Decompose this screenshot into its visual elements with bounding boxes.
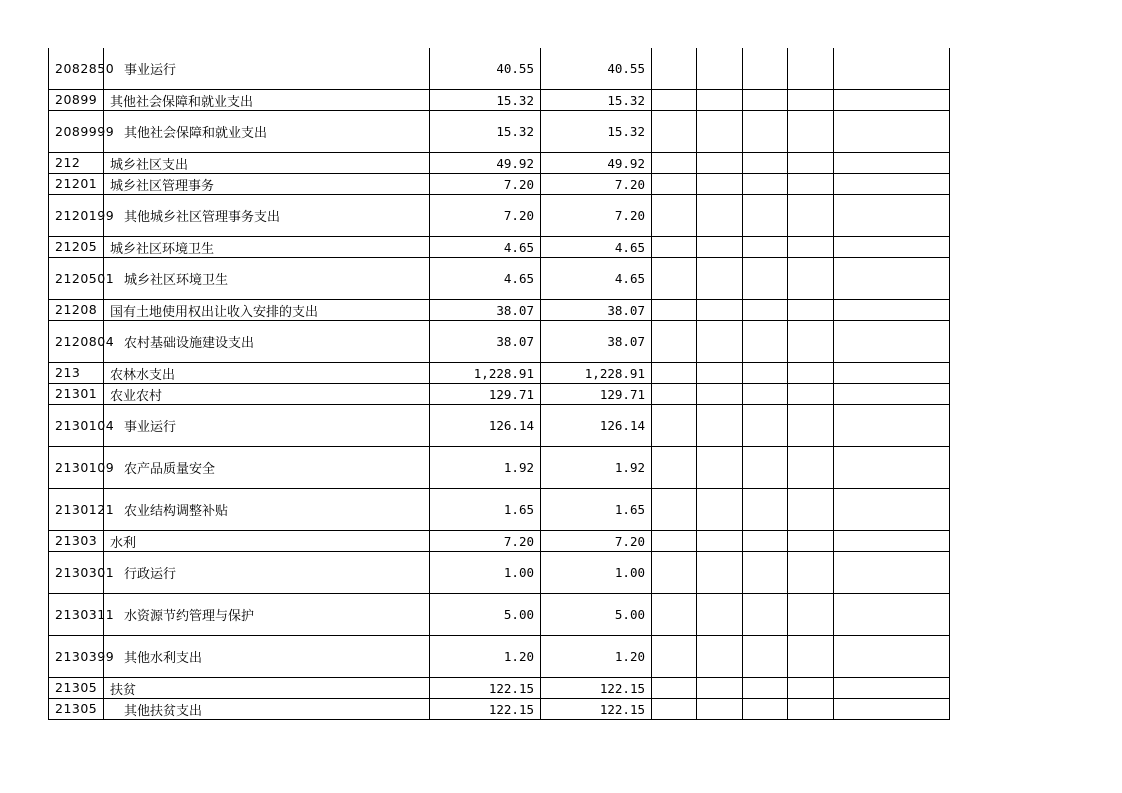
empty-cell [788, 678, 834, 699]
empty-cell [788, 447, 834, 489]
subject-code-cell [49, 153, 104, 174]
empty-cell [834, 258, 950, 300]
empty-cell [652, 195, 697, 237]
amount: 122.15 [541, 699, 652, 720]
table-row [49, 594, 950, 636]
total-amount: 38.07 [430, 300, 541, 321]
empty-cell [834, 48, 950, 90]
table-row [49, 237, 950, 258]
subject-name: 城乡社区环境卫生 [104, 258, 430, 300]
empty-cell [743, 552, 788, 594]
subject-code: 2120501 [55, 270, 115, 286]
empty-cell [743, 195, 788, 237]
amount: 49.92 [541, 153, 652, 174]
subject-name: 其他扶贫支出 [104, 699, 430, 720]
empty-cell [743, 111, 788, 153]
amount: 40.55 [541, 48, 652, 90]
empty-cell [652, 258, 697, 300]
empty-cell [652, 594, 697, 636]
empty-cell [743, 699, 788, 720]
empty-cell [697, 195, 743, 237]
empty-cell [788, 699, 834, 720]
empty-cell [788, 636, 834, 678]
subject-code-cell [49, 384, 104, 405]
empty-cell [652, 447, 697, 489]
empty-cell [788, 363, 834, 384]
subject-code: 21205 [55, 239, 98, 254]
empty-cell [743, 447, 788, 489]
empty-cell [788, 153, 834, 174]
amount: 1.65 [541, 489, 652, 531]
subject-name: 城乡社区环境卫生 [104, 237, 430, 258]
subject-code-cell [49, 678, 104, 699]
empty-cell [788, 594, 834, 636]
amount: 1.20 [541, 636, 652, 678]
empty-cell [743, 678, 788, 699]
amount: 126.14 [541, 405, 652, 447]
empty-cell [697, 489, 743, 531]
empty-cell [697, 678, 743, 699]
subject-code: 20899 [55, 92, 98, 107]
subject-code-cell [49, 405, 115, 447]
subject-code-cell [49, 636, 115, 678]
empty-cell [697, 405, 743, 447]
total-amount: 122.15 [430, 678, 541, 699]
amount: 38.07 [541, 321, 652, 363]
subject-code-cell [49, 174, 104, 195]
empty-cell [788, 300, 834, 321]
subject-code-cell [49, 300, 104, 321]
empty-cell [652, 699, 697, 720]
total-amount: 49.92 [430, 153, 541, 174]
subject-name: 农业结构调整补贴 [104, 489, 430, 531]
total-amount: 1.92 [430, 447, 541, 489]
table-row [49, 699, 950, 720]
empty-cell [697, 174, 743, 195]
empty-cell [652, 174, 697, 195]
empty-cell [834, 699, 950, 720]
table-row [49, 363, 950, 384]
empty-cell [697, 531, 743, 552]
empty-cell [652, 363, 697, 384]
total-amount: 1,228.91 [430, 363, 541, 384]
empty-cell [697, 90, 743, 111]
subject-code-cell [49, 489, 115, 531]
empty-cell [652, 531, 697, 552]
empty-cell [652, 300, 697, 321]
amount: 129.71 [541, 384, 652, 405]
total-amount: 15.32 [430, 111, 541, 153]
table-row [49, 489, 950, 531]
empty-cell [834, 447, 950, 489]
subject-name: 农村基础设施建设支出 [104, 321, 430, 363]
subject-code-cell [49, 321, 115, 363]
subject-code-cell [49, 552, 115, 594]
table-row [49, 195, 950, 237]
table-row [49, 90, 950, 111]
subject-name: 农产品质量安全 [104, 447, 430, 489]
subject-code: 21208 [55, 302, 98, 317]
empty-cell [652, 111, 697, 153]
total-amount: 5.00 [430, 594, 541, 636]
empty-cell [788, 489, 834, 531]
table-body [49, 48, 950, 720]
total-amount: 4.65 [430, 258, 541, 300]
subject-code-cell [49, 111, 115, 153]
subject-name: 事业运行 [104, 48, 430, 90]
empty-cell [788, 384, 834, 405]
empty-cell [652, 678, 697, 699]
empty-cell [788, 321, 834, 363]
empty-cell [834, 384, 950, 405]
empty-cell [834, 153, 950, 174]
empty-cell [743, 153, 788, 174]
empty-cell [743, 48, 788, 90]
empty-cell [697, 447, 743, 489]
empty-cell [697, 636, 743, 678]
empty-cell [834, 636, 950, 678]
subject-code: 2082850 [55, 60, 115, 76]
subject-code-cell [49, 90, 104, 111]
empty-cell [743, 90, 788, 111]
empty-cell [743, 384, 788, 405]
subject-name: 国有土地使用权出让收入安排的支出 [104, 300, 430, 321]
subject-code-cell [49, 237, 104, 258]
subject-code: 2130109 [55, 459, 115, 475]
subject-code-cell [49, 447, 115, 489]
empty-cell [834, 237, 950, 258]
subject-code: 2130104 [55, 417, 115, 433]
amount: 15.32 [541, 111, 652, 153]
empty-cell [652, 552, 697, 594]
total-amount: 7.20 [430, 174, 541, 195]
table-row [49, 48, 950, 90]
empty-cell [788, 405, 834, 447]
amount: 5.00 [541, 594, 652, 636]
empty-cell [834, 405, 950, 447]
subject-code: 213 [55, 365, 81, 380]
subject-code-cell [49, 258, 115, 300]
amount: 4.65 [541, 258, 652, 300]
empty-cell [834, 678, 950, 699]
subject-code-cell [49, 699, 104, 720]
subject-name: 其他城乡社区管理事务支出 [104, 195, 430, 237]
empty-cell [743, 258, 788, 300]
subject-code: 2130121 [55, 501, 115, 517]
empty-cell [788, 90, 834, 111]
empty-cell [652, 489, 697, 531]
subject-code: 21305 [55, 680, 98, 695]
empty-cell [743, 531, 788, 552]
empty-cell [697, 384, 743, 405]
empty-cell [834, 174, 950, 195]
table-row [49, 174, 950, 195]
empty-cell [743, 405, 788, 447]
empty-cell [697, 258, 743, 300]
empty-cell [652, 153, 697, 174]
table-row [49, 153, 950, 174]
subject-code-cell [49, 531, 104, 552]
empty-cell [834, 531, 950, 552]
subject-code-cell [49, 363, 104, 384]
amount: 122.15 [541, 678, 652, 699]
subject-name: 城乡社区管理事务 [104, 174, 430, 195]
amount: 1,228.91 [541, 363, 652, 384]
total-amount: 40.55 [430, 48, 541, 90]
empty-cell [652, 90, 697, 111]
empty-cell [788, 237, 834, 258]
subject-code: 2130311 [55, 606, 115, 622]
subject-code-cell [49, 48, 115, 90]
empty-cell [697, 321, 743, 363]
empty-cell [743, 174, 788, 195]
subject-name: 农林水支出 [104, 363, 430, 384]
empty-cell [834, 90, 950, 111]
total-amount: 4.65 [430, 237, 541, 258]
empty-cell [652, 384, 697, 405]
empty-cell [788, 552, 834, 594]
empty-cell [834, 111, 950, 153]
empty-cell [743, 636, 788, 678]
total-amount: 129.71 [430, 384, 541, 405]
subject-name: 扶贫 [104, 678, 430, 699]
empty-cell [743, 594, 788, 636]
empty-cell [788, 195, 834, 237]
subject-code: 2120199 [55, 207, 115, 223]
empty-cell [652, 237, 697, 258]
table-row [49, 405, 950, 447]
empty-cell [697, 300, 743, 321]
table-row [49, 552, 950, 594]
subject-code: 2130301 [55, 564, 115, 580]
amount: 7.20 [541, 174, 652, 195]
subject-name: 水资源节约管理与保护 [104, 594, 430, 636]
subject-name: 行政运行 [104, 552, 430, 594]
subject-code: 2130399 [55, 648, 115, 664]
amount: 7.20 [541, 195, 652, 237]
empty-cell [834, 300, 950, 321]
empty-cell [697, 153, 743, 174]
empty-cell [788, 111, 834, 153]
empty-cell [743, 489, 788, 531]
total-amount: 1.65 [430, 489, 541, 531]
empty-cell [743, 237, 788, 258]
empty-cell [743, 300, 788, 321]
total-amount: 1.20 [430, 636, 541, 678]
subject-code: 212 [55, 155, 81, 170]
amount: 38.07 [541, 300, 652, 321]
total-amount: 15.32 [430, 90, 541, 111]
subject-name: 其他社会保障和就业支出 [104, 90, 430, 111]
subject-code: 2089999 [55, 123, 115, 139]
amount: 15.32 [541, 90, 652, 111]
subject-name: 城乡社区支出 [104, 153, 430, 174]
table-row [49, 531, 950, 552]
amount: 1.92 [541, 447, 652, 489]
empty-cell [788, 48, 834, 90]
subject-name: 其他水利支出 [104, 636, 430, 678]
table-row [49, 258, 950, 300]
table-row [49, 447, 950, 489]
subject-name: 事业运行 [104, 405, 430, 447]
subject-code: 21201 [55, 176, 98, 191]
empty-cell [697, 699, 743, 720]
empty-cell [834, 594, 950, 636]
empty-cell [697, 594, 743, 636]
amount: 7.20 [541, 531, 652, 552]
total-amount: 7.20 [430, 195, 541, 237]
empty-cell [652, 405, 697, 447]
empty-cell [834, 195, 950, 237]
empty-cell [697, 363, 743, 384]
empty-cell [788, 174, 834, 195]
empty-cell [834, 363, 950, 384]
subject-code: 2120804 [55, 333, 115, 349]
subject-code-cell [49, 195, 115, 237]
empty-cell [697, 552, 743, 594]
subject-name: 农业农村 [104, 384, 430, 405]
empty-cell [788, 258, 834, 300]
table-row [49, 111, 950, 153]
table-row [49, 636, 950, 678]
subject-name: 水利 [104, 531, 430, 552]
total-amount: 38.07 [430, 321, 541, 363]
total-amount: 122.15 [430, 699, 541, 720]
empty-cell [743, 321, 788, 363]
empty-cell [697, 111, 743, 153]
budget-expenditure-table [48, 48, 950, 720]
table-row [49, 384, 950, 405]
empty-cell [697, 48, 743, 90]
empty-cell [834, 321, 950, 363]
empty-cell [743, 363, 788, 384]
empty-cell [652, 321, 697, 363]
subject-code: 21301 [55, 386, 98, 401]
total-amount: 126.14 [430, 405, 541, 447]
amount: 4.65 [541, 237, 652, 258]
empty-cell [834, 552, 950, 594]
total-amount: 7.20 [430, 531, 541, 552]
empty-cell [834, 489, 950, 531]
subject-code-cell [49, 594, 115, 636]
empty-cell [697, 237, 743, 258]
total-amount: 1.00 [430, 552, 541, 594]
table-row [49, 321, 950, 363]
subject-name: 其他社会保障和就业支出 [104, 111, 430, 153]
table-row [49, 300, 950, 321]
subject-code: 21303 [55, 533, 98, 548]
empty-cell [652, 48, 697, 90]
empty-cell [652, 636, 697, 678]
amount: 1.00 [541, 552, 652, 594]
table-row [49, 678, 950, 699]
empty-cell [788, 531, 834, 552]
subject-code: 21305 [55, 701, 98, 716]
